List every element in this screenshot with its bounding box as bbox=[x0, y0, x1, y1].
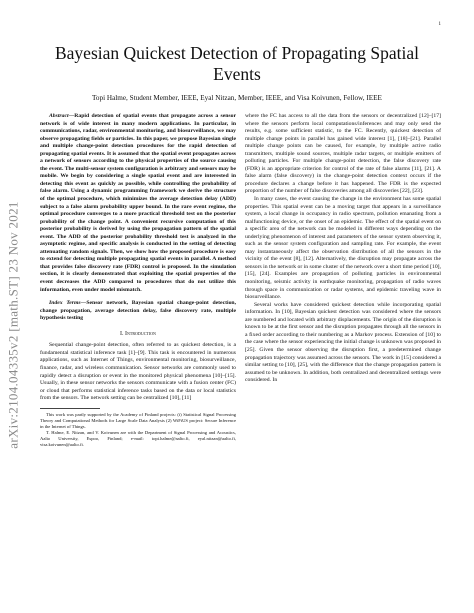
right-paragraph-2: In many cases, the event causing the change in the environment has some spatial properties. This spatial event can be a moving target that appears in a surveillance system, a local change in occupancy in radio spectrum, pollution emanating from a malfunctioning device, or the onset of an epidemic. The effect of the spatial event on a specific area of the network can be modeled in different ways depending on the underlying phenomenon of interest and parameters of the sensor system observing it, such as the sensor system configuration and sampling rate. For example, the event may instantaneously affect the observation distribution of all the sensors in the vicinity of the event [8], [12]. Alternatively, the disruption may propagate across the sensors in the network or in some cluster of the network over a short time period [10], [15], [24]. Examples are propagation of polluting particles in environmental monitoring, seismic activity in earthquake monitoring, propagation of radio waves through space in communication or radar systems, and epidemic traveling wave in biosurveillance. bbox=[245, 196, 441, 301]
right-column bbox=[245, 113, 441, 385]
index-terms-text: —Sensor network, Bayesian spatial change-point detection, change propagation, average detection delay, false discovery rate, multiple hypothesis testing bbox=[40, 300, 237, 322]
section-heading-introduction: I. Introduction bbox=[120, 330, 156, 337]
footnote-funding: This work was partly supported by the Academy of Finland projects: (i) Statistical Signal Processing Theory and Computational Methods for Large Scale Data Analysis (2) WiFiUS project: Secure Inference in the Internet of Things. bbox=[40, 411, 236, 429]
title-line-2: Events bbox=[213, 64, 261, 84]
index-terms bbox=[40, 300, 236, 323]
abstract bbox=[40, 113, 236, 294]
abstract-text: —Rapid detection of spatial events that propagate across a sensor network is of wide interest in many modern applications. In particular, in communications, radar, environmental monitoring, and biosurveillance, we may observe propagating fields or particles. In this paper, we propose Bayesian single and multiple change-point detection procedures for the rapid detection of propagating spatial events. It is assumed that the spatial event propagates across a network of sensors according to the physical properties of the source causing the event. The multi-sensor system configuration is arbitrary and sensors may be mobile. We begin by considering a single spatial event and are interested in detecting this event as quickly as possible, while controlling the probability of false alarm. Using a dynamic programming framework we derive the structure of the optimal procedure, which minimizes the average detection delay (ADD) subject to a false alarm probability upper bound. In the rare event regime, the optimal procedure converges to a more practical threshold test on the posterior probability of the change point. A convenient recursive computation of this posterior probability is derived by using the propagation pattern of the spatial event. The ADD of the posterior probability threshold test is analyzed in the asymptotic regime, and specific analysis is conducted in the setting of detecting attenuating random signals. Then, we show how the proposed procedure is easy to extend for detecting multiple propagating spatial events in parallel. A method that provides false discovery rate (FDR) control is proposed. In the simulation section, it is clearly demonstrated that exploiting the spatial properties of the event decreases the ADD compared to procedures that do not utilize this information, even under model mismatch. bbox=[40, 113, 237, 293]
arxiv-identifier-text: arXiv:2104.04335v2 [math.ST] 23 Nov 2021 bbox=[6, 201, 22, 449]
author-list: Topi Halme, Student Member, IEEE, Eyal Nitzan, Member, IEEE, and Visa Koivunen, Fellow, IEEE bbox=[92, 94, 382, 102]
page-number: 1 bbox=[438, 22, 441, 27]
arxiv-identifier bbox=[4, 160, 24, 490]
footnotes bbox=[40, 412, 236, 449]
intro-paragraph: Sequential change-point detection, often referred to as quickest detection, is a fundamental statistical inference task [1]–[9]. This task is encountered in numerous applications, such as Internet of Things, environmental monitoring, biosurveillance, finance, radar, and wireless communication. Sensor networks are commonly used to rapidly detect a disruption or event in the monitored physical phenomena [10]–[15]. Usually, in these sensor networks the sensors communicate with a fusion center (FC) or cloud that performs statistical inference tasks based on the data or local statistics from the sensors. The network setting can be centralized [10], [11] bbox=[40, 342, 236, 402]
footnote-divider bbox=[40, 408, 100, 409]
paper-title bbox=[30, 43, 444, 85]
title-line-1: Bayesian Quickest Detection of Propagating Spatial bbox=[54, 43, 419, 63]
left-column bbox=[40, 113, 236, 448]
index-terms-label: Index Terms bbox=[49, 300, 81, 307]
footnote-affiliation: T. Halme, E. Nitzan, and V. Koivunen are with the Department of Signal Processing and Acoustics, Aalto University, Espoo, Finland; e-mail: topi.halme@aalto.fi, eyal.nitzan@aalto.fi, visa.koivunen@aalto.fi. bbox=[40, 429, 236, 448]
right-paragraph-1: where the FC has access to all the data from the sensors or decentralized [12]–[17] where the sensors perform local computations/inferences and may only send the results, e.g. some sufficient statistic, to the FC. Recently, quickest detection of multiple change points in parallel has gained wide interest [1], [18]–[21]. Parallel multiple change points can be caused, for example, by multiple active radio transmitters, multiple sound sources, multiple radar targets, or multiple emitters of polluting particles. For multiple change-point detection, the false discovery rate (FDR) is an appropriate criterion for control of the rate of false alarms [11], [21]. A false alarm (false discovery) in the change-point detection context occurs if the procedure declares a change before it has happened. The FDR is the expected proportion of the number of false discoveries among all discoveries [22], [23]. bbox=[245, 113, 441, 195]
right-paragraph-3: Several works have considered quickest detection while incorporating spatial information. In [10], Bayesian quickest detection was considered where the sensors are numbered and located with arbitrary displacements. The origin of the disruption is known to be at the first sensor and the disruption propagates through all the sensors in a fixed order according to their numbering as a Markov process. Extension of [10] to the case where the sensor experiencing the initial change is unknown was proposed in [25]. Given the sensor observing the disruption first, a predetermined change propagation trajectory was assumed across the sensors. The work in [15] considered a similar setting to [10], [25], with the difference that the change propagation pattern is assumed to be unknown. In addition, both centralized and decentralized settings were considered. In bbox=[245, 301, 441, 384]
abstract-label: Abstract bbox=[49, 113, 69, 119]
